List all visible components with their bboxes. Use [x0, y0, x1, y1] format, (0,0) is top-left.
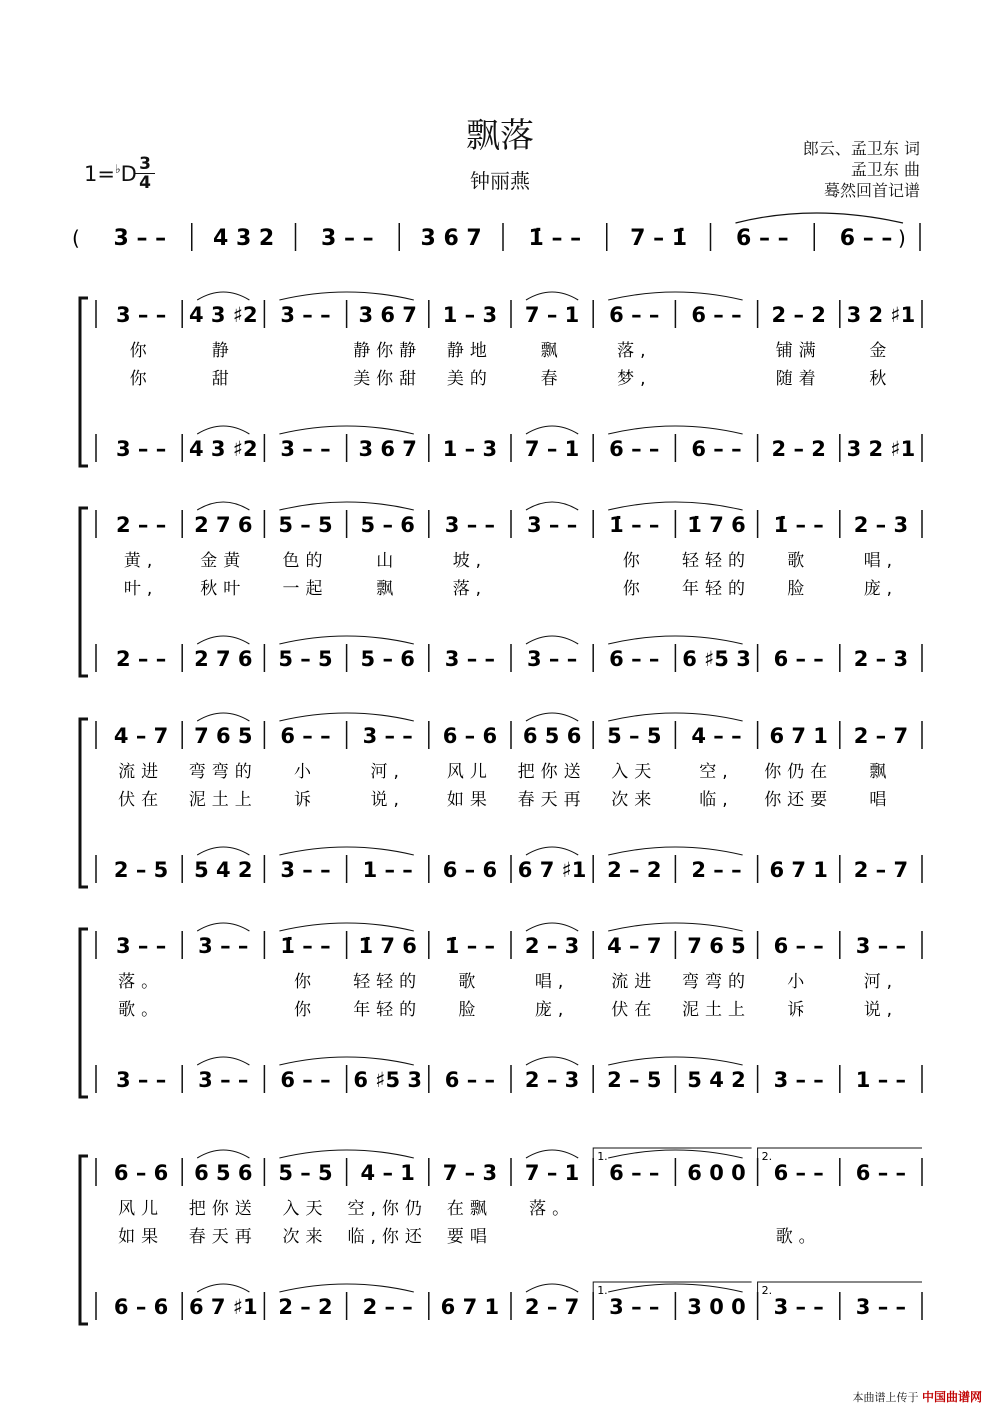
lyric-verse2: 伏在 [118, 790, 165, 810]
harmony-measure: 5 4 2 [687, 1068, 746, 1092]
melody-measure: 6 5 6 [194, 1161, 253, 1185]
slur-arc [608, 1150, 742, 1158]
lyric-verse2: 泥土上 [188, 790, 258, 810]
singer-name: 钟丽燕 [470, 169, 530, 193]
lyric-verse1: 你 [129, 341, 153, 361]
lyric-verse2: 歌。 [118, 1000, 165, 1020]
melody-measure: 7 6 5 [194, 724, 253, 748]
slur-arc [608, 426, 742, 434]
lyric-verse1: 把你送 [517, 762, 587, 782]
harmony-measure: 3 – – [115, 1068, 167, 1092]
lyric-verse1: 风儿 [446, 762, 493, 782]
melody-measure: 6 – – [773, 1161, 824, 1185]
harmony-measure: 2 7 6 [194, 647, 253, 671]
harmony-measure: 3 – – [773, 1295, 824, 1319]
harmony-measure: 2 – 5 [113, 858, 169, 882]
melody-measure: 3 – – [280, 303, 331, 327]
slur-arc [526, 1150, 578, 1158]
harmony-measure: 2 – – [362, 1295, 413, 1319]
lyric-verse1: 在飘 [446, 1199, 493, 1219]
lyricist-credit: 郎云、孟卫东 词 [802, 139, 920, 158]
harmony-measure: 5 4 2 [194, 858, 253, 882]
lyric-verse2: 庞, [534, 1000, 570, 1020]
harmony-measure: 2 – 7 [524, 1295, 580, 1319]
melody-measure: 2 – 3 [853, 513, 909, 537]
harmony-measure: 5 – 5 [278, 647, 333, 671]
slur-arc [526, 1284, 578, 1292]
melody-measure: 5 – 5 [278, 513, 333, 537]
slur-arc [608, 502, 742, 510]
harmony-measure: 6 ♯5 3 [353, 1068, 423, 1092]
lyric-verse1: 你 [294, 972, 317, 992]
melody-measure: 5 – 6 [360, 513, 415, 537]
slur-arc [279, 923, 413, 931]
slur-arc [279, 847, 413, 855]
slur-arc [197, 426, 249, 434]
harmony-measure: 3 – – [280, 858, 331, 882]
melody-measure: 6 7 1 [769, 724, 828, 748]
slur-arc [526, 1057, 578, 1065]
lyric-verse1: 风儿 [118, 1199, 165, 1219]
lyric-verse1: 飘 [869, 762, 893, 782]
system-bracket [80, 929, 88, 1097]
lyric-verse2: 泥土上 [682, 1000, 751, 1020]
harmony-measure: 6 7 1 [440, 1295, 500, 1319]
melody-measure: 4 – 7 [607, 934, 662, 958]
slur-arc [526, 292, 578, 300]
slur-arc [197, 923, 249, 931]
melody-measure: 3 – – [444, 513, 496, 537]
tie-arc [736, 213, 904, 223]
lyric-verse2: 临, [699, 790, 734, 810]
key-signature: 1=♭D [84, 162, 137, 186]
lyric-verse2: 伏在 [611, 1000, 658, 1020]
harmony-measure: 1 – – [362, 858, 413, 882]
harmony-measure: 1 – – [855, 1068, 907, 1092]
composer-credit: 孟卫东 曲 [850, 160, 920, 179]
lyric-verse2: 脸 [787, 579, 811, 599]
harmony-measure: 2 – – [115, 647, 167, 671]
song-title: 飘落 [466, 116, 534, 156]
lyric-verse1: 河, [370, 762, 405, 782]
harmony-measure: 6 – – [280, 1068, 331, 1092]
lyric-verse1: 山 [376, 551, 400, 571]
slur-arc [608, 847, 742, 855]
lyric-verse2: 甜 [211, 369, 235, 389]
slur-arc [197, 636, 249, 644]
melody-measure: 7 – 3 [442, 1161, 498, 1185]
intro-paren-close: ) [898, 226, 906, 250]
harmony-measure: 6 7 ♯1 [517, 858, 587, 882]
melody-measure: 6 0 0 [687, 1161, 746, 1185]
melody-measure: 6 – 6 [113, 1161, 169, 1185]
melody-measure: 3 – – [115, 934, 167, 958]
melody-measure: 3 – – [115, 303, 167, 327]
slur-arc [197, 292, 249, 300]
harmony-measure: 2 – 3 [853, 647, 909, 671]
harmony-measure: 2 – 3 [524, 1068, 580, 1092]
lyric-verse2: 你 [129, 369, 153, 389]
lyric-verse1: 黄, [123, 551, 159, 571]
melody-measure: 6 – – [691, 303, 742, 327]
harmony-measure: 2 – 2 [278, 1295, 333, 1319]
harmony-measure: 5 – 6 [360, 647, 415, 671]
melody-measure: 4 – 7 [113, 724, 169, 748]
lyric-verse1: 弯弯的 [188, 762, 258, 782]
harmony-measure: 1 – 3 [442, 437, 498, 461]
lyric-verse2: 春 [540, 369, 564, 389]
slur-arc [197, 1284, 249, 1292]
lyric-verse2: 如果 [118, 1227, 165, 1247]
melody-measure: 2 – – [115, 513, 167, 537]
intro-paren-open: ( [72, 226, 80, 250]
harmony-measure: 6 – – [609, 647, 660, 671]
harmony-measure: 3 – – [526, 647, 578, 671]
time-signature-bottom: 4 [139, 173, 151, 193]
melody-measure: 1 – 3 [442, 303, 498, 327]
system-bracket [80, 719, 88, 887]
lyric-verse2: 年轻的 [353, 1000, 423, 1020]
lyric-verse1: 入天 [282, 1199, 329, 1219]
lyric-verse2: 你还要 [764, 790, 834, 810]
slur-arc [197, 1150, 249, 1158]
slur-arc [526, 636, 578, 644]
lyric-verse1: 歌 [458, 972, 482, 992]
harmony-measure: 3 – – [773, 1068, 824, 1092]
harmony-measure: 2 – 5 [607, 1068, 662, 1092]
melody-measure: 2 7 6 [194, 513, 253, 537]
melody-measure: 2 – 7 [853, 724, 909, 748]
slur-arc [197, 502, 249, 510]
harmony-measure: 3 – – [115, 437, 167, 461]
slur-arc [608, 923, 742, 931]
lyric-verse1: 轻轻的 [682, 551, 751, 571]
lyric-verse1: 飘 [540, 341, 564, 361]
lyric-verse1: 色的 [282, 551, 329, 571]
lyric-verse2: 庞, [863, 579, 899, 599]
slur-arc [279, 1057, 413, 1065]
slur-arc [526, 713, 578, 721]
slur-arc [526, 426, 578, 434]
melody-measure: 6 – – [280, 724, 331, 748]
lyric-verse2: 美你甜 [353, 369, 423, 389]
harmony-measure: 3 2 ♯1 [846, 437, 916, 461]
lyric-verse1: 河, [863, 972, 899, 992]
melody-measure: 6 5 6 [522, 724, 582, 748]
intro-measure: 3 – – [321, 226, 374, 251]
melody-measure: 4 – – [691, 724, 742, 748]
slur-arc [279, 502, 413, 510]
intro-measure: 6 – – [839, 226, 893, 251]
melody-measure: 1̇ – – [444, 934, 496, 958]
lyric-verse1: 金 [869, 341, 893, 361]
lyric-verse2: 说, [370, 790, 405, 810]
volta-bracket [758, 1148, 922, 1158]
harmony-measure: 3 – – [609, 1295, 660, 1319]
volta-1-label: 1. [597, 1150, 608, 1163]
slur-arc [608, 1284, 742, 1292]
melody-measure: 6 – – [855, 1161, 907, 1185]
volta-2-label: 2. [761, 1150, 773, 1163]
lyric-verse1: 轻轻的 [353, 972, 423, 992]
volta-1-label: 1. [597, 1284, 608, 1297]
harmony-measure: 6 ♯5 3 [682, 647, 751, 671]
system-bracket [80, 1156, 88, 1324]
lyric-verse2: 如果 [446, 790, 493, 810]
lyric-verse2: 唱 [869, 790, 893, 810]
melody-measure: 4 – 1 [360, 1161, 415, 1185]
lyric-verse2: 飘 [376, 579, 400, 599]
harmony-measure: 6 – – [609, 437, 660, 461]
lyric-verse2: 年轻的 [682, 579, 751, 599]
lyric-verse1: 你仍在 [764, 762, 834, 782]
slur-arc [526, 502, 578, 510]
harmony-measure: 3 – – [444, 647, 496, 671]
volta-2-label: 2. [761, 1284, 773, 1297]
lyric-verse1: 歌 [787, 551, 811, 571]
lyric-verse2: 你 [294, 1000, 317, 1020]
lyric-verse2: 美的 [446, 369, 493, 389]
lyric-verse1: 你 [622, 551, 646, 571]
melody-measure: 2 – 3 [524, 934, 580, 958]
lyric-verse1: 落, [617, 341, 652, 361]
melody-measure: 6 – 6 [442, 724, 498, 748]
intro-measure: 6 – – [736, 226, 789, 251]
lyric-verse1: 唱, [534, 972, 570, 992]
lyric-verse1: 铺满 [775, 341, 822, 361]
lyric-verse2: 你 [622, 579, 646, 599]
melody-measure: 3 6 7 [358, 303, 417, 327]
slur-arc [197, 1057, 249, 1065]
lyric-verse1: 空, [699, 762, 734, 782]
harmony-measure: 2 – 2 [607, 858, 662, 882]
lyric-verse1: 把你送 [188, 1199, 258, 1219]
lyric-verse1: 静地 [446, 341, 493, 361]
slur-arc [279, 292, 413, 300]
melody-measure: 3 – – [362, 724, 413, 748]
harmony-measure: 3 – – [280, 437, 331, 461]
site-logo: 中国曲谱网 [921, 1390, 982, 1404]
volta-bracket [758, 1282, 922, 1292]
harmony-measure: 3 6 7 [358, 437, 417, 461]
melody-measure: 7 – 1 [524, 1161, 580, 1185]
harmony-measure: 6 7 ♯1 [188, 1295, 258, 1319]
lyric-verse2: 春天再 [517, 790, 587, 810]
harmony-measure: 6 – 6 [113, 1295, 169, 1319]
melody-measure: 7 6 5 [687, 934, 746, 958]
lyric-verse1: 静你静 [353, 341, 423, 361]
melody-measure: 4 3 ♯2 [188, 303, 258, 327]
melody-measure: 3 – – [526, 513, 578, 537]
lyric-verse1: 流进 [611, 972, 658, 992]
lyric-verse1: 弯弯的 [682, 972, 751, 992]
melody-measure: 2 – 2 [771, 303, 826, 327]
melody-measure: 6 – – [773, 934, 824, 958]
lyric-verse2: 说, [863, 1000, 899, 1020]
lyric-verse2: 落, [452, 579, 488, 599]
harmony-measure: 3 0 0 [687, 1295, 746, 1319]
melody-measure: 6 – – [609, 303, 660, 327]
slur-arc [608, 713, 742, 721]
lyric-verse2: 次来 [282, 1227, 329, 1247]
harmony-measure: 3 – – [198, 1068, 249, 1092]
slur-arc [197, 713, 249, 721]
lyric-verse2: 春天再 [188, 1227, 258, 1247]
melody-measure: 1̇ – – [609, 513, 660, 537]
lyric-verse2: 诉 [787, 1000, 811, 1020]
lyric-verse1: 静 [211, 341, 235, 361]
lyric-verse2: 临,你还 [347, 1227, 428, 1247]
lyric-verse2: 随着 [775, 369, 822, 389]
lyric-verse2: 脸 [458, 1000, 482, 1020]
slur-arc [526, 847, 578, 855]
melody-measure: 5 – 5 [278, 1161, 333, 1185]
harmony-measure: 6 – 6 [442, 858, 498, 882]
lyric-verse2: 一起 [282, 579, 329, 599]
melody-measure: 1̇ – – [773, 513, 824, 537]
harmony-measure: 6 – – [444, 1068, 496, 1092]
slur-arc [279, 713, 413, 721]
lyric-verse2: 歌。 [775, 1227, 822, 1247]
lyric-verse1: 小 [787, 972, 811, 992]
slur-arc [197, 847, 249, 855]
lyric-verse2: 次来 [611, 790, 658, 810]
harmony-measure: 4 3 ♯2 [188, 437, 258, 461]
lyric-verse2: 梦, [617, 369, 652, 389]
lyric-verse1: 空,你仍 [347, 1199, 428, 1219]
slur-arc [279, 426, 413, 434]
slur-arc [608, 1057, 742, 1065]
melody-measure: 1̇ – – [280, 934, 331, 958]
melody-measure: 7 – 1 [524, 303, 580, 327]
lyric-verse1: 落。 [529, 1199, 576, 1219]
harmony-measure: 2 – – [691, 858, 742, 882]
system-bracket [80, 298, 88, 466]
lyric-verse1: 入天 [611, 762, 658, 782]
melody-measure: 1̇ 7 6 [358, 934, 417, 958]
lyric-verse1: 金黄 [200, 551, 247, 571]
melody-measure: 3 2 ♯1 [846, 303, 916, 327]
melody-measure: 5 – 5 [607, 724, 662, 748]
melody-measure: 1̇ 7 6 [687, 513, 746, 537]
melody-measure: 3 – – [198, 934, 249, 958]
harmony-measure: 7 – 1 [524, 437, 580, 461]
lyric-verse1: 小 [294, 762, 317, 782]
slur-arc [608, 636, 742, 644]
lyric-verse1: 流进 [118, 762, 165, 782]
lyric-verse2: 要唱 [446, 1227, 493, 1247]
lyric-verse1: 坡, [452, 551, 488, 571]
system-bracket [80, 508, 88, 676]
slur-arc [279, 1150, 413, 1158]
lyric-verse1: 落。 [118, 972, 165, 992]
lyric-verse2: 叶, [123, 579, 159, 599]
harmony-measure: 6 7 1 [769, 858, 828, 882]
harmony-measure: 2 – 7 [853, 858, 909, 882]
slur-arc [279, 1284, 413, 1292]
time-signature-top: 3 [135, 155, 155, 174]
intro-measure: 4 3 2 [213, 226, 275, 251]
harmony-measure: 2 – 2 [771, 437, 826, 461]
intro-measure: 7 – 1̇ [630, 226, 688, 251]
lyric-verse2: 诉 [294, 790, 317, 810]
harmony-measure: 6 – – [691, 437, 742, 461]
melody-measure: 6 – – [609, 1161, 660, 1185]
intro-measure: 1̇ – – [528, 226, 582, 251]
melody-measure: 3 – – [855, 934, 907, 958]
slur-arc [279, 636, 413, 644]
intro-measure: 3 6 7 [420, 226, 482, 251]
transcriber-credit: 蓦然回首记谱 [823, 181, 920, 200]
harmony-measure: 3 – – [855, 1295, 907, 1319]
lyric-verse1: 唱, [863, 551, 899, 571]
intro-measure: 3 – – [113, 226, 167, 251]
slur-arc [608, 292, 742, 300]
lyric-verse2: 秋叶 [200, 579, 247, 599]
harmony-measure: 6 – – [773, 647, 824, 671]
footer-credit: 本曲谱上传于 中国曲谱网 [852, 1390, 982, 1404]
lyric-verse2: 秋 [869, 369, 893, 389]
slur-arc [526, 923, 578, 931]
